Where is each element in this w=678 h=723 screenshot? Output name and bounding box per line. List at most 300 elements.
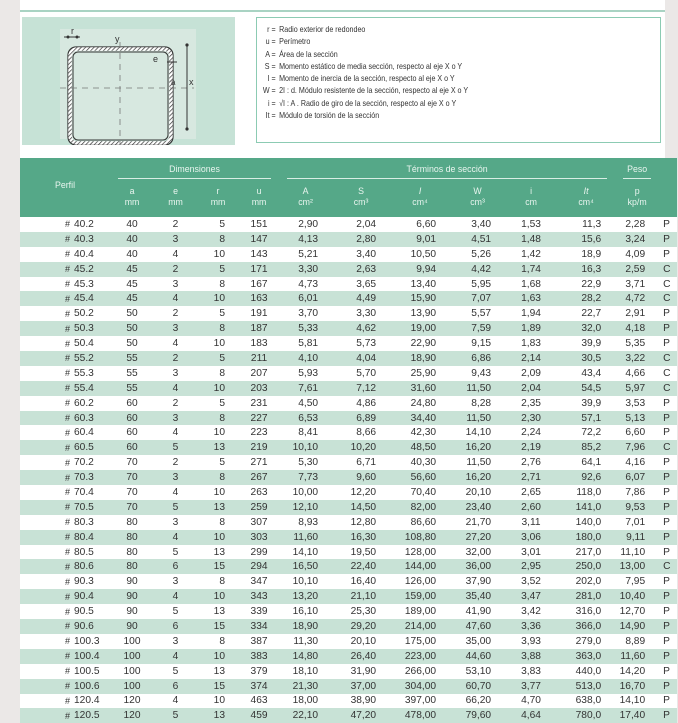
cell-i: 1,53 xyxy=(505,217,557,232)
cell-p: 7,96 xyxy=(615,440,659,455)
cell-u: 171 xyxy=(239,262,279,277)
square-tube-icon: # xyxy=(20,604,74,619)
cell-s: 31,90 xyxy=(332,664,390,679)
cell-it: 28,2 xyxy=(557,291,615,306)
cell-u: 207 xyxy=(239,366,279,381)
square-tube-icon: # xyxy=(20,336,74,351)
cell-i: 13,40 xyxy=(390,277,450,292)
cell-e: 5 xyxy=(154,500,197,515)
cell-e: 4 xyxy=(154,336,197,351)
definition-symbol: S = xyxy=(264,60,276,71)
cell-a: 120 xyxy=(110,694,154,709)
square-tube-icon: # xyxy=(20,351,74,366)
cell-s: 25,30 xyxy=(332,604,390,619)
cell-w: 4,51 xyxy=(450,232,505,247)
cell-perfil: 60.2 xyxy=(74,396,110,411)
cell-p: 4,72 xyxy=(615,291,659,306)
column-symbol: r xyxy=(197,179,239,197)
cell-s: 14,50 xyxy=(332,500,390,515)
cell-u: 147 xyxy=(239,232,279,247)
column-symbol: i xyxy=(505,179,557,197)
cell-perfil: 60.5 xyxy=(74,440,110,455)
header-group-terminos: Términos de sección xyxy=(279,158,615,179)
square-tube-icon: # xyxy=(20,440,74,455)
cell-w: 41,90 xyxy=(450,604,505,619)
table-row xyxy=(20,679,677,694)
definition-symbol: u = xyxy=(265,36,276,47)
cell-w: 66,20 xyxy=(450,694,505,709)
cell-type: P xyxy=(659,589,677,604)
cell-r: 13 xyxy=(197,500,239,515)
cell-a: 40 xyxy=(110,232,154,247)
square-tube-icon: # xyxy=(20,694,74,709)
cell-u: 259 xyxy=(239,500,279,515)
cell-perfil: 50.3 xyxy=(74,321,110,336)
cell-u: 167 xyxy=(239,277,279,292)
column-symbol: I xyxy=(390,179,450,197)
cell-i: 4,64 xyxy=(505,708,557,723)
cell-r: 8 xyxy=(197,366,239,381)
cell-p: 4,09 xyxy=(615,247,659,262)
cell-perfil: 40.3 xyxy=(74,232,110,247)
cell-perfil: 55.3 xyxy=(74,366,110,381)
cell-i: 15,90 xyxy=(390,291,450,306)
square-tube-icon: # xyxy=(20,574,74,589)
cell-s: 19,50 xyxy=(332,545,390,560)
table-row xyxy=(20,321,677,336)
table-row xyxy=(20,470,677,485)
square-tube-icon: # xyxy=(20,425,74,440)
cell-a: 4,73 xyxy=(279,277,332,292)
cell-s: 10,20 xyxy=(332,440,390,455)
cell-i: 9,94 xyxy=(390,262,450,277)
square-tube-icon: # xyxy=(20,277,74,292)
cell-i: 13,90 xyxy=(390,306,450,321)
cell-w: 60,70 xyxy=(450,679,505,694)
cell-type: P xyxy=(659,396,677,411)
square-tube-icon: # xyxy=(20,470,74,485)
cell-p: 5,97 xyxy=(615,381,659,396)
table-row xyxy=(20,277,677,292)
cell-a: 14,10 xyxy=(279,545,332,560)
table-row xyxy=(20,262,677,277)
table-row xyxy=(20,411,677,426)
cell-u: 151 xyxy=(239,217,279,232)
table-row xyxy=(20,440,677,455)
cell-r: 10 xyxy=(197,336,239,351)
table-row xyxy=(20,291,677,306)
cell-a: 3,70 xyxy=(279,306,332,321)
cell-i: 2,60 xyxy=(505,500,557,515)
definition-text: Módulo de torsión de la sección xyxy=(279,110,380,121)
cell-e: 3 xyxy=(154,366,197,381)
cell-w: 5,95 xyxy=(450,277,505,292)
cell-perfil: 60.3 xyxy=(74,411,110,426)
cell-i: 34,40 xyxy=(390,411,450,426)
cell-p: 12,70 xyxy=(615,604,659,619)
cell-e: 4 xyxy=(154,425,197,440)
cell-type: P xyxy=(659,217,677,232)
cell-perfil: 90.3 xyxy=(74,574,110,589)
cell-e: 3 xyxy=(154,515,197,530)
cell-e: 3 xyxy=(154,470,197,485)
cell-p: 13,00 xyxy=(615,559,659,574)
cell-e: 4 xyxy=(154,694,197,709)
header-type xyxy=(659,158,677,217)
definition-symbol: r = xyxy=(267,24,276,34)
cell-r: 10 xyxy=(197,589,239,604)
column-unit: kp/m xyxy=(615,197,659,217)
cell-u: 294 xyxy=(239,559,279,574)
cell-u: 211 xyxy=(239,351,279,366)
cell-r: 8 xyxy=(197,515,239,530)
cell-e: 2 xyxy=(154,306,197,321)
table-row xyxy=(20,485,677,500)
cell-w: 3,40 xyxy=(450,217,505,232)
cell-e: 5 xyxy=(154,545,197,560)
cell-perfil: 70.2 xyxy=(74,455,110,470)
column-unit: mm xyxy=(197,197,239,217)
cell-type: P xyxy=(659,306,677,321)
cell-w: 47,60 xyxy=(450,619,505,634)
cell-it: 54,5 xyxy=(557,381,615,396)
cell-it: 780,0 xyxy=(557,708,615,723)
square-tube-icon: # xyxy=(20,515,74,530)
cell-perfil: 80.3 xyxy=(74,515,110,530)
column-symbol: A xyxy=(279,179,332,197)
cell-e: 4 xyxy=(154,291,197,306)
cell-i: 175,00 xyxy=(390,634,450,649)
cell-a: 10,10 xyxy=(279,574,332,589)
cell-a: 40 xyxy=(110,247,154,262)
cell-e: 3 xyxy=(154,277,197,292)
cell-perfil: 100.5 xyxy=(74,664,110,679)
cell-perfil: 120.5 xyxy=(74,708,110,723)
cell-type: P xyxy=(659,634,677,649)
cell-r: 10 xyxy=(197,649,239,664)
cell-p: 6,60 xyxy=(615,425,659,440)
cell-s: 3,65 xyxy=(332,277,390,292)
square-tube-icon: # xyxy=(20,247,74,262)
cell-e: 4 xyxy=(154,485,197,500)
cell-u: 267 xyxy=(239,470,279,485)
cell-it: 141,0 xyxy=(557,500,615,515)
header-perfil: Perfil xyxy=(20,158,110,217)
cell-w: 9,43 xyxy=(450,366,505,381)
section-diagram xyxy=(22,17,235,145)
cell-i: 3,93 xyxy=(505,634,557,649)
cell-a: 5,33 xyxy=(279,321,332,336)
cell-perfil: 100.3 xyxy=(74,634,110,649)
cell-it: 440,0 xyxy=(557,664,615,679)
cell-p: 2,59 xyxy=(615,262,659,277)
table-row xyxy=(20,574,677,589)
square-tube-icon: # xyxy=(20,664,74,679)
cell-i: 2,04 xyxy=(505,381,557,396)
profile-table xyxy=(20,158,677,723)
cell-r: 10 xyxy=(197,694,239,709)
cell-it: 281,0 xyxy=(557,589,615,604)
cell-e: 5 xyxy=(154,604,197,619)
cell-s: 22,40 xyxy=(332,559,390,574)
cell-a: 55 xyxy=(110,381,154,396)
cell-r: 8 xyxy=(197,411,239,426)
cell-r: 15 xyxy=(197,679,239,694)
cell-a: 6,53 xyxy=(279,411,332,426)
cell-i: 70,40 xyxy=(390,485,450,500)
cell-s: 20,10 xyxy=(332,634,390,649)
cell-p: 3,22 xyxy=(615,351,659,366)
cell-w: 53,10 xyxy=(450,664,505,679)
cell-i: 82,00 xyxy=(390,500,450,515)
cell-perfil: 120.4 xyxy=(74,694,110,709)
cell-a: 70 xyxy=(110,470,154,485)
cell-a: 5,93 xyxy=(279,366,332,381)
cell-u: 379 xyxy=(239,664,279,679)
cell-s: 4,04 xyxy=(332,351,390,366)
cell-a: 80 xyxy=(110,530,154,545)
cell-p: 9,53 xyxy=(615,500,659,515)
cell-i: 2,09 xyxy=(505,366,557,381)
cell-it: 15,6 xyxy=(557,232,615,247)
cell-a: 22,10 xyxy=(279,708,332,723)
cell-a: 60 xyxy=(110,440,154,455)
header-group-dimensiones: Dimensiones xyxy=(110,158,279,179)
cell-perfil: 45.4 xyxy=(74,291,110,306)
cell-perfil: 90.4 xyxy=(74,589,110,604)
definition-row xyxy=(257,72,600,84)
cell-i: 3,36 xyxy=(505,619,557,634)
cell-r: 8 xyxy=(197,634,239,649)
cell-a: 16,10 xyxy=(279,604,332,619)
cell-s: 5,70 xyxy=(332,366,390,381)
cell-p: 5,13 xyxy=(615,411,659,426)
cell-r: 5 xyxy=(197,396,239,411)
cell-s: 2,63 xyxy=(332,262,390,277)
cell-a: 2,90 xyxy=(279,217,332,232)
square-tube-icon: # xyxy=(20,649,74,664)
cell-w: 44,60 xyxy=(450,649,505,664)
table-row xyxy=(20,619,677,634)
table-row xyxy=(20,366,677,381)
column-symbol: u xyxy=(239,179,279,197)
cell-a: 50 xyxy=(110,336,154,351)
cell-it: 316,0 xyxy=(557,604,615,619)
cell-s: 2,80 xyxy=(332,232,390,247)
cell-u: 347 xyxy=(239,574,279,589)
cell-p: 5,35 xyxy=(615,336,659,351)
cell-perfil: 50.4 xyxy=(74,336,110,351)
cell-p: 8,89 xyxy=(615,634,659,649)
cell-type: P xyxy=(659,321,677,336)
cell-it: 250,0 xyxy=(557,559,615,574)
cell-a: 10,10 xyxy=(279,440,332,455)
table-row xyxy=(20,500,677,515)
cell-a: 55 xyxy=(110,351,154,366)
cell-it: 638,0 xyxy=(557,694,615,709)
cell-u: 383 xyxy=(239,649,279,664)
table-row xyxy=(20,455,677,470)
cell-perfil: 70.4 xyxy=(74,485,110,500)
cell-a: 70 xyxy=(110,455,154,470)
cell-p: 11,10 xyxy=(615,545,659,560)
cell-perfil: 45.3 xyxy=(74,277,110,292)
cell-perfil: 55.2 xyxy=(74,351,110,366)
column-unit: mm xyxy=(239,197,279,217)
square-tube-icon: # xyxy=(20,381,74,396)
cell-perfil: 90.6 xyxy=(74,619,110,634)
cell-u: 307 xyxy=(239,515,279,530)
cell-type: C xyxy=(659,291,677,306)
cell-a: 11,30 xyxy=(279,634,332,649)
cell-a: 11,60 xyxy=(279,530,332,545)
cell-e: 6 xyxy=(154,619,197,634)
cell-u: 271 xyxy=(239,455,279,470)
cell-i: 2,95 xyxy=(505,559,557,574)
cell-a: 45 xyxy=(110,291,154,306)
square-tube-icon: # xyxy=(20,545,74,560)
cell-r: 13 xyxy=(197,708,239,723)
cell-a: 4,50 xyxy=(279,396,332,411)
cell-s: 12,20 xyxy=(332,485,390,500)
cell-type: P xyxy=(659,574,677,589)
cell-i: 214,00 xyxy=(390,619,450,634)
cell-i: 40,30 xyxy=(390,455,450,470)
cell-it: 92,6 xyxy=(557,470,615,485)
definitions-box xyxy=(256,17,661,143)
cell-w: 79,60 xyxy=(450,708,505,723)
cell-a: 90 xyxy=(110,604,154,619)
cell-r: 8 xyxy=(197,277,239,292)
table-row xyxy=(20,649,677,664)
cell-r: 10 xyxy=(197,381,239,396)
cell-a: 120 xyxy=(110,708,154,723)
cell-a: 80 xyxy=(110,559,154,574)
cell-w: 9,15 xyxy=(450,336,505,351)
cell-w: 21,70 xyxy=(450,515,505,530)
definition-text: Perímetro xyxy=(279,36,311,47)
cell-i: 1,94 xyxy=(505,306,557,321)
cell-type: P xyxy=(659,336,677,351)
cell-e: 4 xyxy=(154,381,197,396)
cell-a: 7,61 xyxy=(279,381,332,396)
cell-s: 4,86 xyxy=(332,396,390,411)
cell-e: 3 xyxy=(154,321,197,336)
cell-perfil: 45.2 xyxy=(74,262,110,277)
cell-i: 128,00 xyxy=(390,545,450,560)
cell-s: 4,49 xyxy=(332,291,390,306)
cell-r: 10 xyxy=(197,530,239,545)
cell-s: 16,30 xyxy=(332,530,390,545)
cell-i: 86,60 xyxy=(390,515,450,530)
cell-r: 10 xyxy=(197,291,239,306)
cell-type: P xyxy=(659,694,677,709)
cell-s: 12,80 xyxy=(332,515,390,530)
cell-a: 5,81 xyxy=(279,336,332,351)
cell-w: 16,20 xyxy=(450,470,505,485)
column-unit: cm² xyxy=(279,197,332,217)
cell-a: 5,30 xyxy=(279,455,332,470)
cell-perfil: 80.5 xyxy=(74,545,110,560)
cell-e: 3 xyxy=(154,574,197,589)
definition-text: Momento estático de media sección, respecto al eje X o Y xyxy=(279,60,463,71)
square-tube-icon: # xyxy=(20,306,74,321)
table-row xyxy=(20,634,677,649)
cell-i: 22,90 xyxy=(390,336,450,351)
label-r: r xyxy=(71,26,74,36)
cell-a: 40 xyxy=(110,217,154,232)
cell-a: 10,00 xyxy=(279,485,332,500)
cell-a: 12,10 xyxy=(279,500,332,515)
cell-p: 7,95 xyxy=(615,574,659,589)
cell-s: 5,73 xyxy=(332,336,390,351)
cell-i: 3,01 xyxy=(505,545,557,560)
cell-i: 1,68 xyxy=(505,277,557,292)
cell-i: 223,00 xyxy=(390,649,450,664)
column-unit: mm xyxy=(110,197,154,217)
cell-i: 1,48 xyxy=(505,232,557,247)
definition-text: √I : A . Radio de giro de la sección, respecto al eje X o Y xyxy=(279,97,457,108)
cell-type: P xyxy=(659,679,677,694)
cell-r: 10 xyxy=(197,247,239,262)
square-tube-icon: # xyxy=(20,619,74,634)
cell-i: 24,80 xyxy=(390,396,450,411)
cell-u: 263 xyxy=(239,485,279,500)
cell-i: 397,00 xyxy=(390,694,450,709)
cell-r: 15 xyxy=(197,559,239,574)
cell-i: 159,00 xyxy=(390,589,450,604)
cell-it: 279,0 xyxy=(557,634,615,649)
cell-w: 23,40 xyxy=(450,500,505,515)
square-tube-section-icon xyxy=(22,17,235,145)
table-row xyxy=(20,217,677,232)
cell-i: 18,90 xyxy=(390,351,450,366)
cell-u: 191 xyxy=(239,306,279,321)
cell-r: 10 xyxy=(197,485,239,500)
column-symbol: p xyxy=(615,179,659,197)
cell-p: 6,07 xyxy=(615,470,659,485)
table-row xyxy=(20,425,677,440)
column-symbol: W xyxy=(450,179,505,197)
cell-e: 2 xyxy=(154,217,197,232)
cell-s: 8,66 xyxy=(332,425,390,440)
cell-a: 6,01 xyxy=(279,291,332,306)
cell-i: 3,52 xyxy=(505,574,557,589)
cell-it: 43,4 xyxy=(557,366,615,381)
label-e: e xyxy=(153,54,159,64)
cell-it: 30,5 xyxy=(557,351,615,366)
cell-p: 14,90 xyxy=(615,619,659,634)
cell-type: P xyxy=(659,425,677,440)
cell-p: 4,66 xyxy=(615,366,659,381)
table-row xyxy=(20,530,677,545)
cell-perfil: 70.5 xyxy=(74,500,110,515)
cell-e: 4 xyxy=(154,530,197,545)
cell-it: 118,0 xyxy=(557,485,615,500)
square-tube-icon: # xyxy=(20,396,74,411)
column-unit: cm xyxy=(505,197,557,217)
cell-a: 4,13 xyxy=(279,232,332,247)
cell-p: 3,71 xyxy=(615,277,659,292)
cell-i: 2,14 xyxy=(505,351,557,366)
square-tube-icon: # xyxy=(20,485,74,500)
definition-text: Momento de inercia de la sección, respecto al eje X o Y xyxy=(279,73,455,84)
cell-type: C xyxy=(659,351,677,366)
cell-r: 13 xyxy=(197,604,239,619)
cell-it: 22,7 xyxy=(557,306,615,321)
cell-u: 299 xyxy=(239,545,279,560)
cell-type: P xyxy=(659,470,677,485)
